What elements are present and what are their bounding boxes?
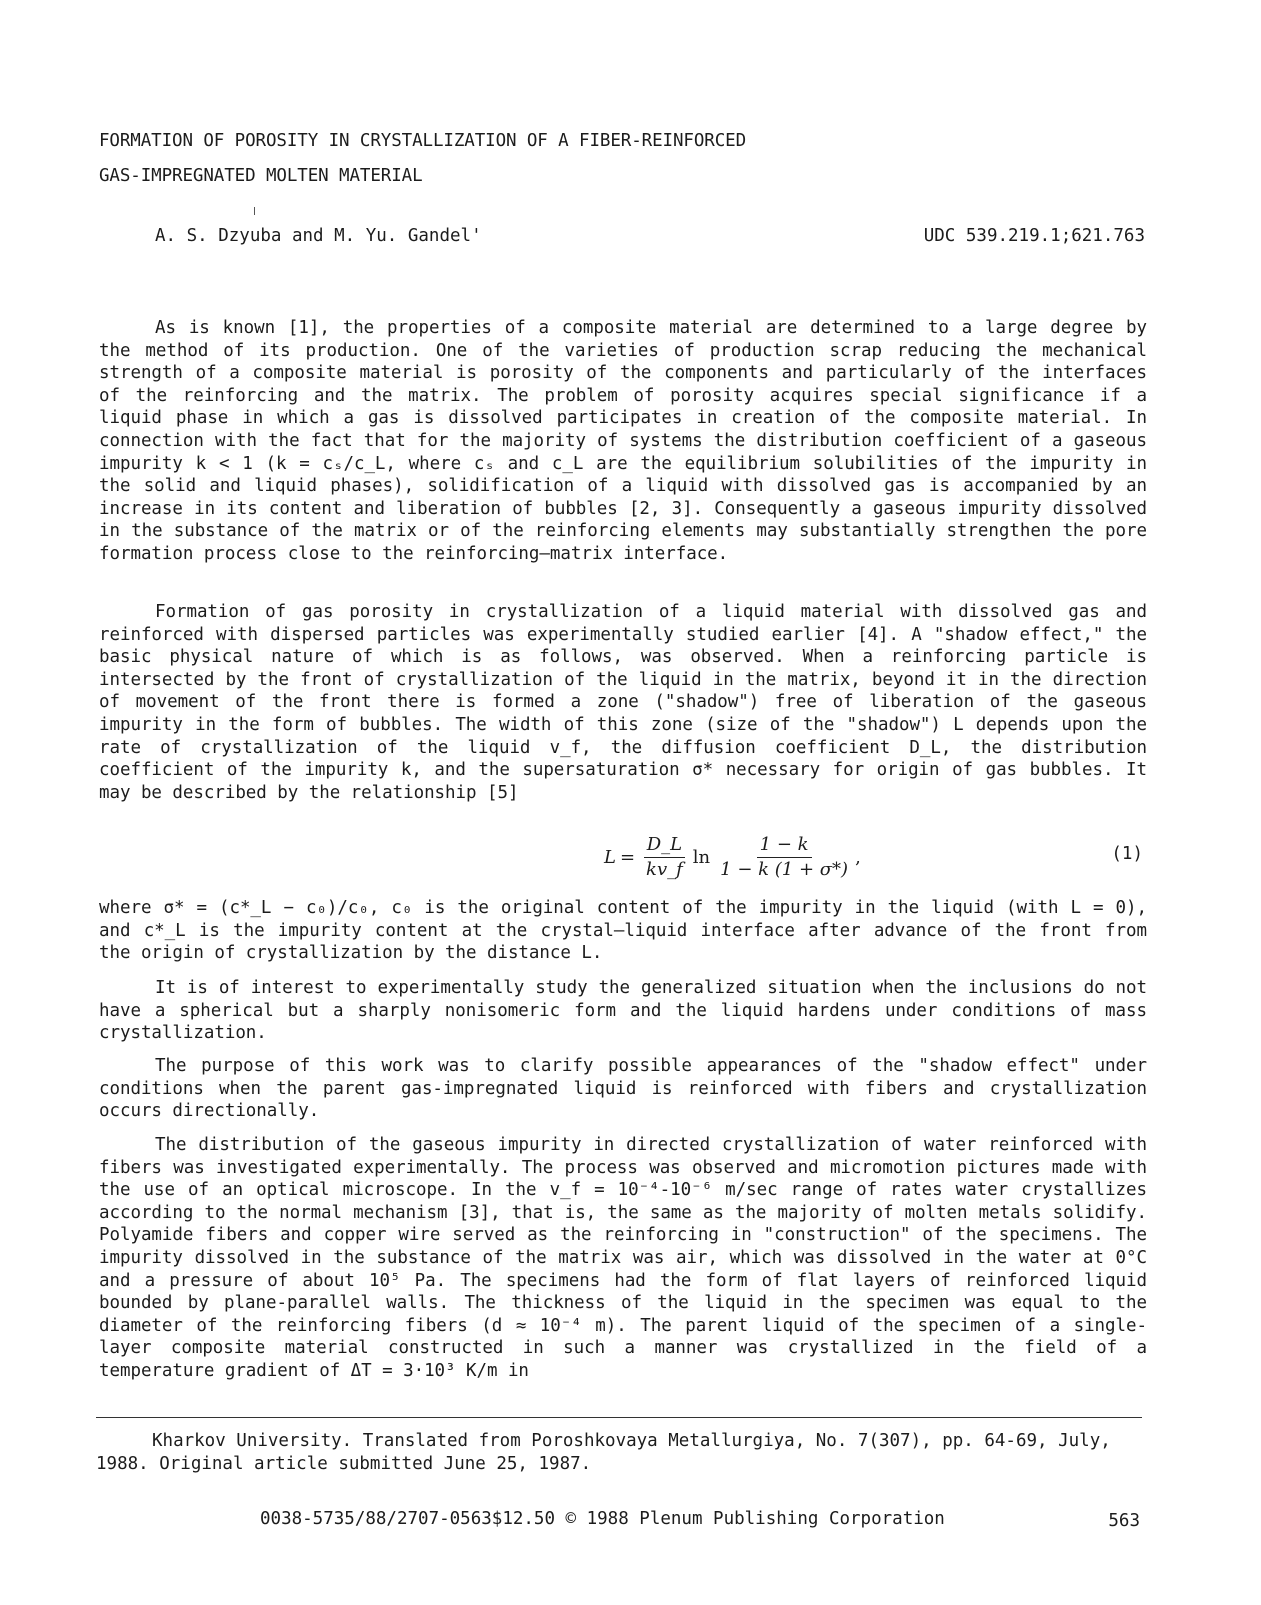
paragraph-text: where σ* = (c*_L − c₀)/c₀, c₀ is the original content of the impurity in the liquid (with L = 0), and c*_L is the impurity content at the crystal—liquid interface after advance of the front from the origin of crystallization by the distance L. — [99, 898, 1147, 964]
equation-number: (1) — [1111, 844, 1143, 864]
footer-code: 0038-5735/88/2707-0563$12.50 © 1988 Plenum Publishing Corporation — [260, 1509, 945, 1529]
paragraph-text: The distribution of the gaseous impurity in directed crystallization of water reinforced with fibers was investigated experimentally. The process was observed and micromotion pictures made with the use of an optical microscope. In the v_f = 10⁻⁴-10⁻⁶ m/sec range of rates water crystallizes according to the normal mechanism [3], that is, the same as the majority of molten metals solidify. Polyamide fibers and copper wire served as the reinforcing in "construction" of the specimens. The impurity dissolved in the substance of the matrix was air, which was dissolved in the water at 0°C and a pressure of about 10⁵ Pa. The specimens had the form of flat layers of reinforced liquid bounded by plane-parallel walls. The thickness of the liquid in the specimen was equal to the diameter of the reinforcing fibers (d ≈ 10⁻⁴ m). The parent liquid of the specimen of a single-layer composite material constructed in such a manner was crystallized in the field of a temperature gradient of ΔT = 3·10³ K/m in — [99, 1135, 1147, 1381]
fraction-2-numerator: 1 − k — [757, 834, 812, 858]
paragraph-text: As is known [1], the properties of a composite material are determined to a large degree by the method of its production. One of the varieties of production scrap reducing the mechanical strength of a composite material is porosity of the components and particularly of the interfaces of the reinforcing and the matrix. The problem of porosity acquires special significance if a liquid phase in which a gas is dissolved participates in creation of the composite material. In connection with the fact that for the majority of systems the distribution coefficient of a gaseous impurity k < 1 (k = cₛ/c_L, where cₛ and c_L are the equilibrium solubilities of the impurity in the solid and liquid phases), solidification of a liquid with dissolved gas is accompanied by an increase in its content and liberation of bubbles [2, 3]. Consequently a gaseous impurity dissolved in the substance of the matrix or of the reinforcing elements may substantially strengthen the pore formation process close to the reinforcing—matrix interface. — [99, 318, 1147, 564]
paragraph-text: The purpose of this work was to clarify possible appearances of the "shadow effect" under conditions when the parent gas-impregnated liquid is reinforced with fibers and crystallization occurs directionally. — [99, 1056, 1147, 1122]
udc-code: UDC 539.219.1;621.763 — [923, 226, 1145, 246]
paragraph-4 — [99, 977, 1147, 1045]
scan-mark — [254, 207, 255, 215]
equation-equals: = — [619, 846, 636, 868]
footnote-text: Kharkov University. Translated from Poroshkovaya Metallurgiya, No. 7(307), pp. 64-69, July, 1988. Original article submitted June 25, 1987. — [96, 1431, 1111, 1474]
equation-ln: ln — [692, 846, 711, 868]
fraction-2-denominator: 1 − k (1 + σ*) — [720, 858, 849, 880]
equation-block — [99, 826, 1147, 888]
footnote — [96, 1430, 1146, 1475]
paragraph-3 — [99, 897, 1147, 965]
paragraph-2 — [99, 601, 1147, 804]
paragraph-5 — [99, 1055, 1147, 1123]
equation-1 — [604, 826, 861, 888]
page-number: 563 — [1108, 1511, 1140, 1531]
fraction-1-denominator: kv_f — [646, 858, 683, 880]
fraction-1 — [643, 834, 686, 881]
fraction-2 — [717, 834, 851, 881]
paragraph-1 — [99, 317, 1147, 566]
fraction-1-numerator: D_L — [644, 834, 685, 858]
paragraph-text: It is of interest to experimentally study the generalized situation when the inclusions do not have a spherical but a sharply nonisomeric form and the liquid hardens under conditions of mass crystallization. — [99, 978, 1147, 1044]
article-title — [99, 124, 746, 194]
paragraph-text: Formation of gas porosity in crystallization of a liquid material with dissolved gas and reinforced with dispersed particles was experimentally studied earlier [4]. A "shadow effect," the basic physical nature of which is as follows, was observed. When a reinforcing particle is intersected by the front of crystallization of the liquid in the matrix, beyond it in the direction of movement of the front there is formed a zone ("shadow") free of liberation of the gaseous impurity in the form of bubbles. The width of this zone (size of the "shadow") L depends upon the rate of crystallization of the liquid v_f, the diffusion coefficient D_L, the distribution coefficient of the impurity k, and the supersaturation σ* necessary for origin of gas bubbles. It may be described by the relationship [5] — [99, 602, 1147, 803]
equation-lhs: L — [604, 846, 616, 868]
title-line-1: FORMATION OF POROSITY IN CRYSTALLIZATION OF A FIBER-REINFORCED — [99, 131, 747, 151]
authors: A. S. Dzyuba and M. Yu. Gandel' — [155, 226, 482, 246]
title-line-2: GAS-IMPREGNATED MOLTEN MATERIAL — [99, 166, 423, 186]
footnote-divider — [96, 1417, 1142, 1418]
paragraph-6 — [99, 1134, 1147, 1383]
equation-comma: , — [855, 846, 861, 868]
